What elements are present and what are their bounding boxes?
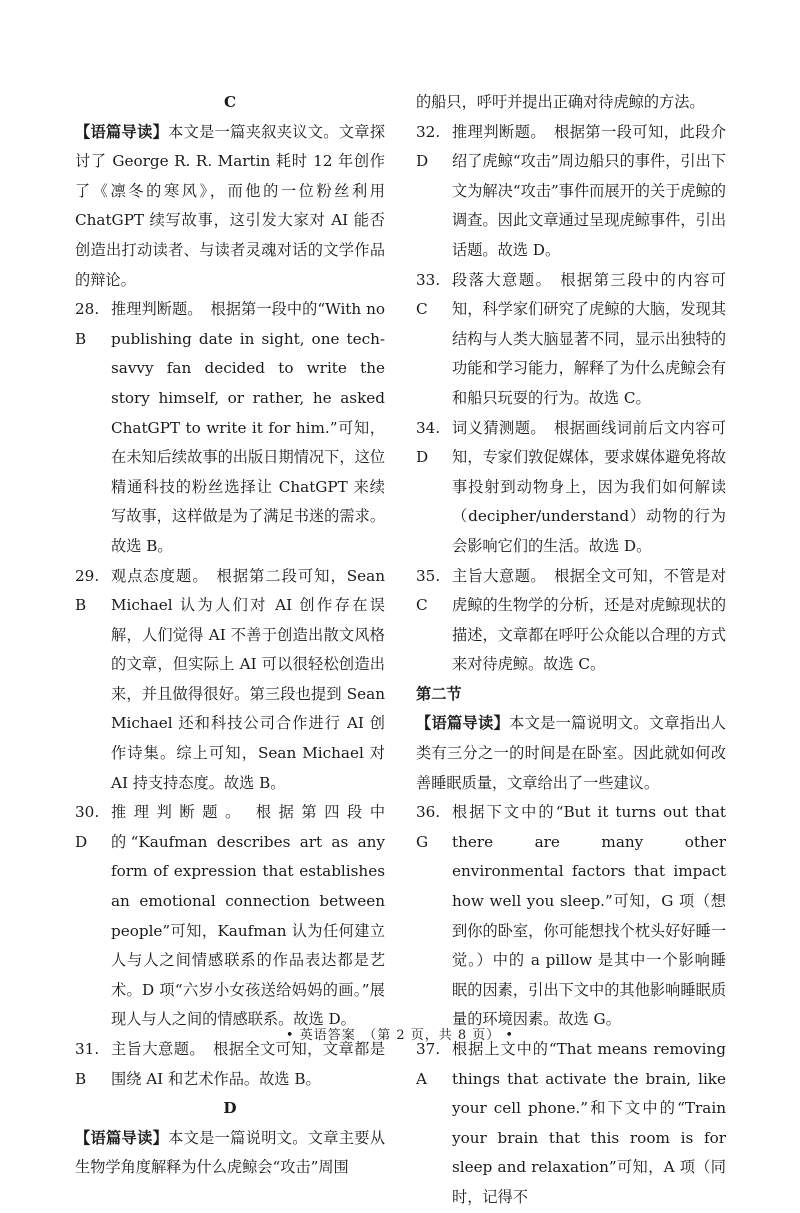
reading-guide-text: 本文是一篇说明文。文章主要从生物学角度解释为什么虎鲸会“攻击”周围 (75, 1128, 386, 1177)
answer-number: 28. B (75, 300, 100, 348)
answer-explanation: 根据全文可知，不管是对虎鲸的生物学的分析，还是对虎鲸现状的描述，文章都在呼吁公众能以合理的方式来对待虎鲸。故选 C。 (452, 566, 727, 674)
answer-number: 36. G (416, 803, 441, 851)
answer-explanation: 根据画线词前后文内容可知，专家们敦促媒体，要求媒体避免将故事投射到动物身上，因为我们如何解读（decipher/understand）动物的行为会影响它们的生活。故选 D。 (452, 418, 727, 555)
answer-item-32 (416, 118, 726, 266)
answer-item-35 (416, 562, 726, 680)
question-type: 主旨大意题。 (452, 566, 547, 585)
answer-number: 33. C (416, 270, 441, 319)
answer-item-37 (416, 1035, 726, 1213)
answer-number: 34. D (416, 418, 441, 467)
question-type: 推理判断题。 (111, 300, 203, 319)
question-type: 词义猜测题。 (452, 418, 547, 437)
section-heading-2: 第二节 (416, 684, 462, 703)
reading-guide-d (75, 1124, 385, 1183)
section-heading-d: D (223, 1099, 237, 1118)
answer-number: 29. B (75, 566, 100, 615)
reading-guide-text: 的船只，呼吁并提出正确对待虎鲸的方法。 (416, 93, 705, 111)
reading-guide-text: 本文是一篇说明文。文章指出人类有三分之一的时间是在卧室。因此就如何改善睡眠质量，文章给出了一些建议。 (416, 714, 727, 792)
answer-number: 32. D (416, 122, 441, 171)
reading-guide-text: 本文是一篇夹叙夹议文。文章探讨了 George R. R. Martin 耗时 12 年创作了《凛冬的寒风》，而他的一位粉丝利用 ChatGPT 续写故事，这引发大家对 AI 能否创造出打动读者、与读者灵魂对话的文学作品的辩论。 (75, 122, 386, 289)
question-type: 观点态度题。 (111, 566, 209, 585)
answer-explanation: 根据第一段中的“With no publishing date in sight, one tech-savvy fan decided to write the story himself, or rather, he asked ChatGPT to write it for him.”可知，在未知后续故事的出版日期情况下，这位精通科技的粉丝选择让 ChatGPT 来续写故事，这样做是为了满足书迷的需求。故选 B。 (111, 300, 386, 555)
left-column (75, 88, 385, 1183)
question-type: 推理判断题。 (452, 122, 547, 141)
reading-guide-tag: 【语篇导读】 (416, 714, 510, 733)
question-type: 段落大意题。 (452, 270, 553, 289)
section-heading-c: C (223, 93, 237, 111)
answer-item-31 (75, 1035, 385, 1094)
answer-explanation: 根据第一段可知，此段介绍了虎鲸“攻击”周边船只的事件，引出下文为解决“攻击”事件而展开的关于虎鲸的调查。因此文章通过呈现虎鲸事件，引出话题。故选 D。 (452, 122, 727, 259)
answer-item-36 (416, 798, 726, 1035)
answer-explanation: 根据第四段中的“Kaufman describes art as any form of expression that establishes an emotional connection between people”可知，Kaufman 认为任何建立人与人之间情感联系的作品表达都是艺术。D 项“六岁小女孩送给妈妈的画。”展现人与人之间的情感联系。故选 D。 (111, 803, 386, 1029)
answer-number: 30. D (75, 803, 100, 851)
page-footer: • 英语答案 （第 2 页，共 8 页） • (285, 1028, 515, 1043)
question-type: 推理判断题。 (111, 803, 248, 822)
answer-item-29 (75, 562, 385, 799)
question-type: 主旨大意题。 (111, 1040, 206, 1058)
answer-explanation: 根据全文可知，文章都是围绕 AI 和艺术作品。故选 B。 (111, 1040, 386, 1088)
reading-guide-tag: 【语篇导读】 (75, 1128, 169, 1147)
answer-explanation: 根据下文中的“But it turns out that there are many other environmental factors that impact how well you sleep.”可知，G 项（想到你的卧室，你可能想找个枕头好好睡一觉。）中的 a pillow 是其中一个影响睡眠的因素，引出下文中的其他影响睡眠质量的环境因素。故选 G。 (452, 803, 726, 1029)
answer-item-34 (416, 414, 726, 562)
reading-guide-tag: 【语篇导读】 (75, 122, 169, 141)
reading-guide-d-continued (416, 88, 726, 118)
answer-number: 35. C (416, 566, 441, 615)
right-column (416, 88, 726, 1213)
reading-guide-c (75, 118, 385, 296)
answer-item-33 (416, 266, 726, 414)
answer-number: 37. A (416, 1040, 441, 1088)
answer-explanation: 根据第二段可知，Sean Michael 认为人们对 AI 创作存在误解，人们觉得 AI 不善于创造出散文风格的文章，但实际上 AI 可以很轻松创造出来，并且做得很好。第三段也提到 Sean Michael 还和科技公司合作进行 AI 创作诗集。综上可知，Sean Michael 对 AI 持支持态度。故选 B。 (111, 566, 386, 792)
answer-item-30 (75, 798, 385, 1035)
answer-item-28 (75, 295, 385, 561)
answer-explanation: 根据上文中的“That means removing things that activate the brain, like your cell phone.”和下文中的“Train your brain that this room is for sleep and relaxation”可知，A 项（同时，记得不 (452, 1040, 726, 1206)
reading-guide-2 (416, 709, 726, 798)
answer-number: 31. B (75, 1040, 100, 1088)
answer-explanation: 根据第三段中的内容可知，科学家们研究了虎鲸的大脑，发现其结构与人类大脑显著不同，显示出独特的功能和学习能力，解释了为什么虎鲸会有和船只玩耍的行为。故选 C。 (452, 270, 727, 407)
